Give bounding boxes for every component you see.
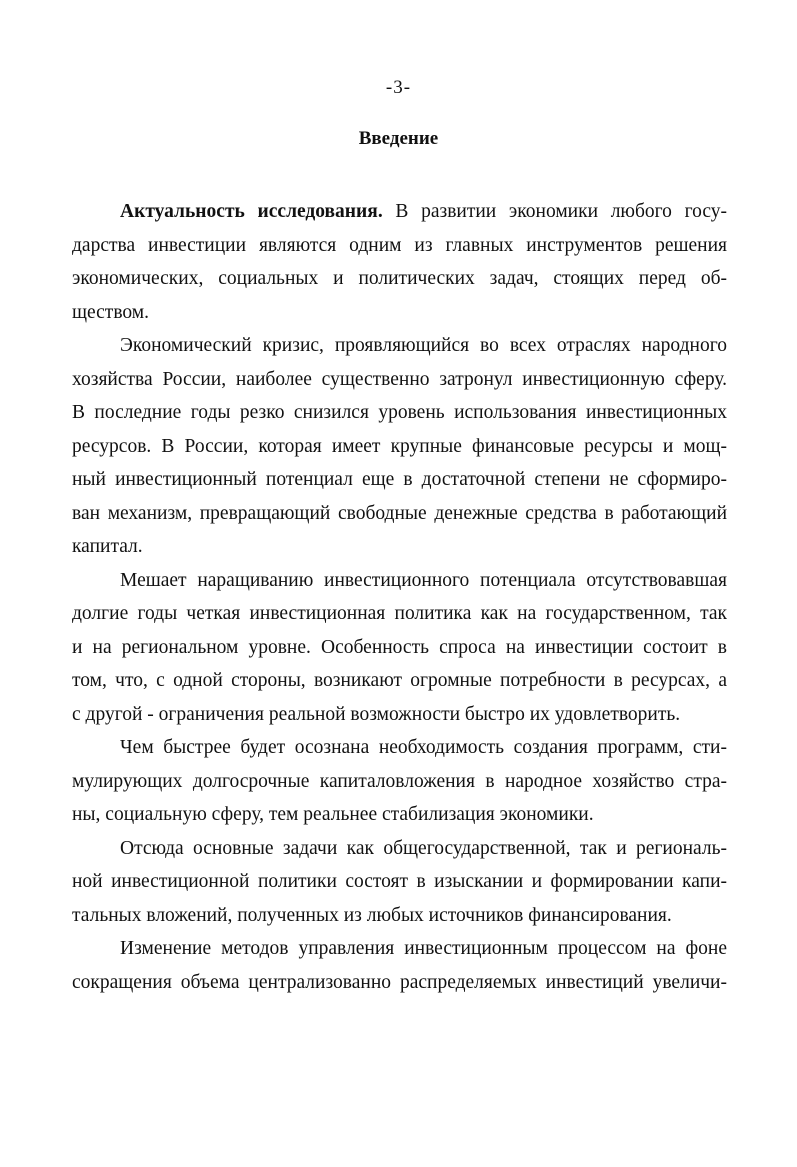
text-line: Изменение методов управления инвестиционным процессом на фоне bbox=[120, 938, 727, 959]
text-line: ный инвестиционный потенциал еще в достаточной степени не сформиро- bbox=[72, 469, 727, 490]
text-line: тальных вложений, полученных из любых источников финансирования. bbox=[72, 904, 672, 926]
document-body bbox=[72, 195, 727, 999]
text-line bbox=[72, 195, 727, 229]
text-line: хозяйства России, наиболее существенно затронул инвестиционную сферу. bbox=[72, 368, 727, 390]
text-line: мулирующих долгосрочные капиталовложения в народное хозяйство стра- bbox=[72, 770, 727, 792]
text-line: ной инвестиционной политики состоят в изыскании и формировании капи- bbox=[72, 871, 727, 892]
text-line: Чем быстрее будет осознана необходимость создания программ, сти- bbox=[120, 737, 727, 758]
page-heading: Введение bbox=[358, 128, 439, 149]
paragraph bbox=[72, 329, 727, 564]
text-line: ван механизм, превращающий свободные денежные средства в работающий bbox=[72, 502, 727, 524]
text-line: и на региональном уровне. Особенность спроса на инвестиции состоит в bbox=[72, 636, 727, 658]
text-line: Экономический кризис, проявляющийся во всех отраслях народного bbox=[120, 335, 727, 356]
text-line: Мешает наращиванию инвестиционного потенциала отсутствовавшая bbox=[120, 569, 727, 591]
paragraph bbox=[72, 731, 727, 832]
text-line: дарства инвестиции являются одним из главных инструментов решения bbox=[72, 234, 727, 256]
text-line: том, что, с одной стороны, возникают огромные потребности в ресурсах, а bbox=[72, 670, 727, 691]
line-text: В развитии экономики любого госу- bbox=[382, 201, 728, 222]
paragraph bbox=[72, 832, 727, 933]
text-line: ществом. bbox=[72, 301, 150, 323]
paragraph bbox=[72, 564, 727, 732]
page-number: -3- bbox=[385, 77, 412, 98]
paragraph bbox=[72, 932, 727, 999]
lead-phrase: Актуальность исследования. bbox=[120, 201, 383, 222]
text-line: долгие годы четкая инвестиционная политика как на государственном, так bbox=[72, 603, 727, 624]
text-line: Отсюда основные задачи как общегосударственной, так и региональ- bbox=[120, 837, 727, 859]
text-line: ны, социальную сферу, тем реальнее стабилизация экономики. bbox=[72, 804, 594, 825]
text-line: ресурсов. В России, которая имеет крупные финансовые ресурсы и мощ- bbox=[72, 435, 727, 457]
paragraph bbox=[72, 195, 727, 329]
text-line: сокращения объема централизованно распределяемых инвестиций увеличи- bbox=[72, 971, 727, 993]
text-line: В последние годы резко снизился уровень использования инвестиционных bbox=[72, 402, 727, 423]
text-line: с другой - ограничения реальной возможности быстро их удовлетворить. bbox=[72, 703, 681, 725]
text-line: капитал. bbox=[72, 536, 143, 557]
text-line: экономических, социальных и политических задач, стоящих перед об- bbox=[72, 268, 727, 289]
